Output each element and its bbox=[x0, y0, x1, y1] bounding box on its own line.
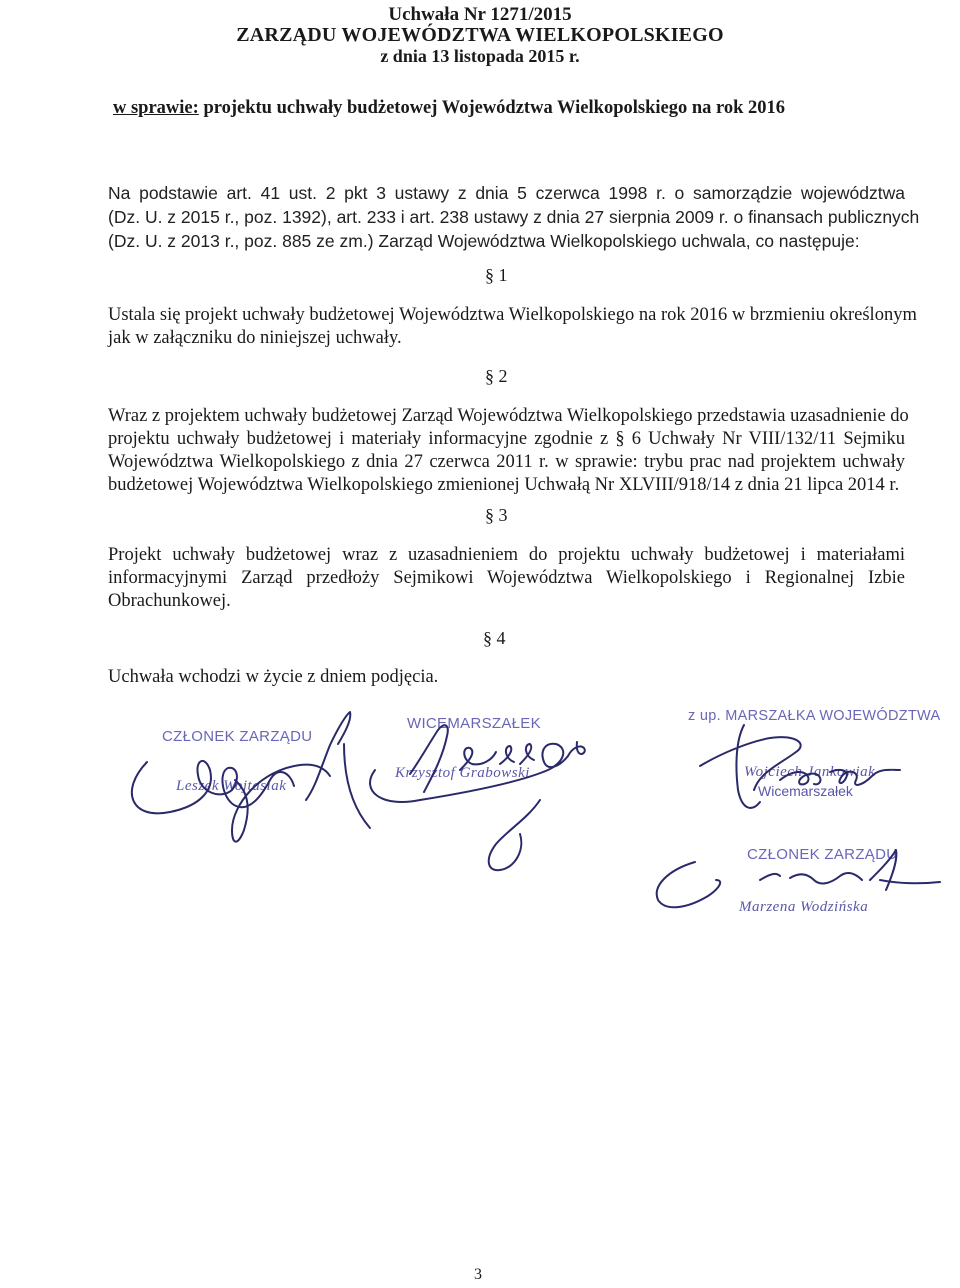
section-line: projektu uchwały budżetowej i materiały informacyjne zgodnie z § 6 Uchwały Nr VIII/132/11 Sejmiku bbox=[108, 429, 905, 449]
section-line: Obrachunkowej. bbox=[108, 591, 231, 611]
stamp-name: Krzysztof Grabowski bbox=[395, 765, 530, 781]
signature-wodzinska bbox=[657, 850, 940, 907]
resolution-number: Uchwała Nr 1271/2015 bbox=[388, 4, 572, 25]
stamp-name: Leszek Wojtasiak bbox=[176, 778, 287, 794]
preamble-line: Na podstawie art. 41 ust. 2 pkt 3 ustawy z dnia 5 czerwca 1998 r. o samorządzie województwa bbox=[108, 183, 905, 203]
section-mark-1: § 1 bbox=[485, 265, 508, 285]
stamp-role: Wicemarszałek bbox=[758, 783, 853, 799]
section-line: informacyjnymi Zarząd przedłoży Sejmikowi Województwa Wielkopolskiego i Regionalnej Izbie bbox=[108, 568, 905, 588]
stamp-name: Wojciech Jankowiak bbox=[744, 764, 876, 780]
section-mark-4: § 4 bbox=[483, 628, 506, 648]
section-line: Województwa Wielkopolskiego z dnia 27 czerwca 2011 r. w sprawie: trybu prac nad projektem uchwały bbox=[108, 452, 905, 472]
stamp-name: Marzena Wodzińska bbox=[739, 899, 869, 915]
section-line: jak w załączniku do niniejszej uchwały. bbox=[108, 328, 402, 348]
signature-grabowski bbox=[370, 725, 585, 870]
section-line: Projekt uchwały budżetowej wraz z uzasadnieniem do projektu uchwały budżetowej i materiałami bbox=[108, 545, 905, 565]
closing-clause: Uchwała wchodzi w życie z dniem podjęcia. bbox=[108, 667, 439, 687]
resolution-date: z dnia 13 listopada 2015 r. bbox=[380, 46, 580, 66]
section-line: Ustala się projekt uchwały budżetowej Województwa Wielkopolskiego na rok 2016 w brzmieniu określonym bbox=[108, 305, 917, 325]
subject-text: projektu uchwały budżetowej Województwa Wielkopolskiego na rok 2016 bbox=[198, 98, 786, 118]
section-line: budżetowej Województwa Wielkopolskiego zmienionej Uchwałą Nr XLVIII/918/14 z dnia 21 lipca 2014 r. bbox=[108, 475, 900, 495]
preamble-line: (Dz. U. z 2015 r., poz. 1392), art. 233 i art. 238 ustawy z dnia 27 sierpnia 2009 r. o finansach publicznych bbox=[108, 207, 920, 227]
stamp-title: CZŁONEK ZARZĄDU bbox=[747, 846, 898, 863]
page-number: 3 bbox=[474, 1266, 482, 1283]
subject-prefix: w sprawie: bbox=[113, 98, 199, 118]
stamp-title: WICEMARSZAŁEK bbox=[407, 715, 541, 732]
section-mark-3: § 3 bbox=[485, 505, 508, 525]
section-mark-2: § 2 bbox=[485, 366, 508, 386]
stamp-title: CZŁONEK ZARZĄDU bbox=[162, 728, 313, 745]
signature-wojtasiak bbox=[132, 712, 370, 842]
issuing-body: ZARZĄDU WOJEWÓDZTWA WIELKOPOLSKIEGO bbox=[236, 24, 724, 46]
preamble-line: (Dz. U. z 2013 r., poz. 885 ze zm.) Zarząd Województwa Wielkopolskiego uchwala, co następuje: bbox=[108, 231, 860, 251]
stamp-title: z up. MARSZAŁKA WOJEWÓDZTWA bbox=[688, 708, 941, 724]
signature-jankowiak bbox=[700, 725, 900, 808]
section-line: Wraz z projektem uchwały budżetowej Zarząd Województwa Wielkopolskiego przedstawia uzasadnienie do bbox=[108, 406, 909, 426]
